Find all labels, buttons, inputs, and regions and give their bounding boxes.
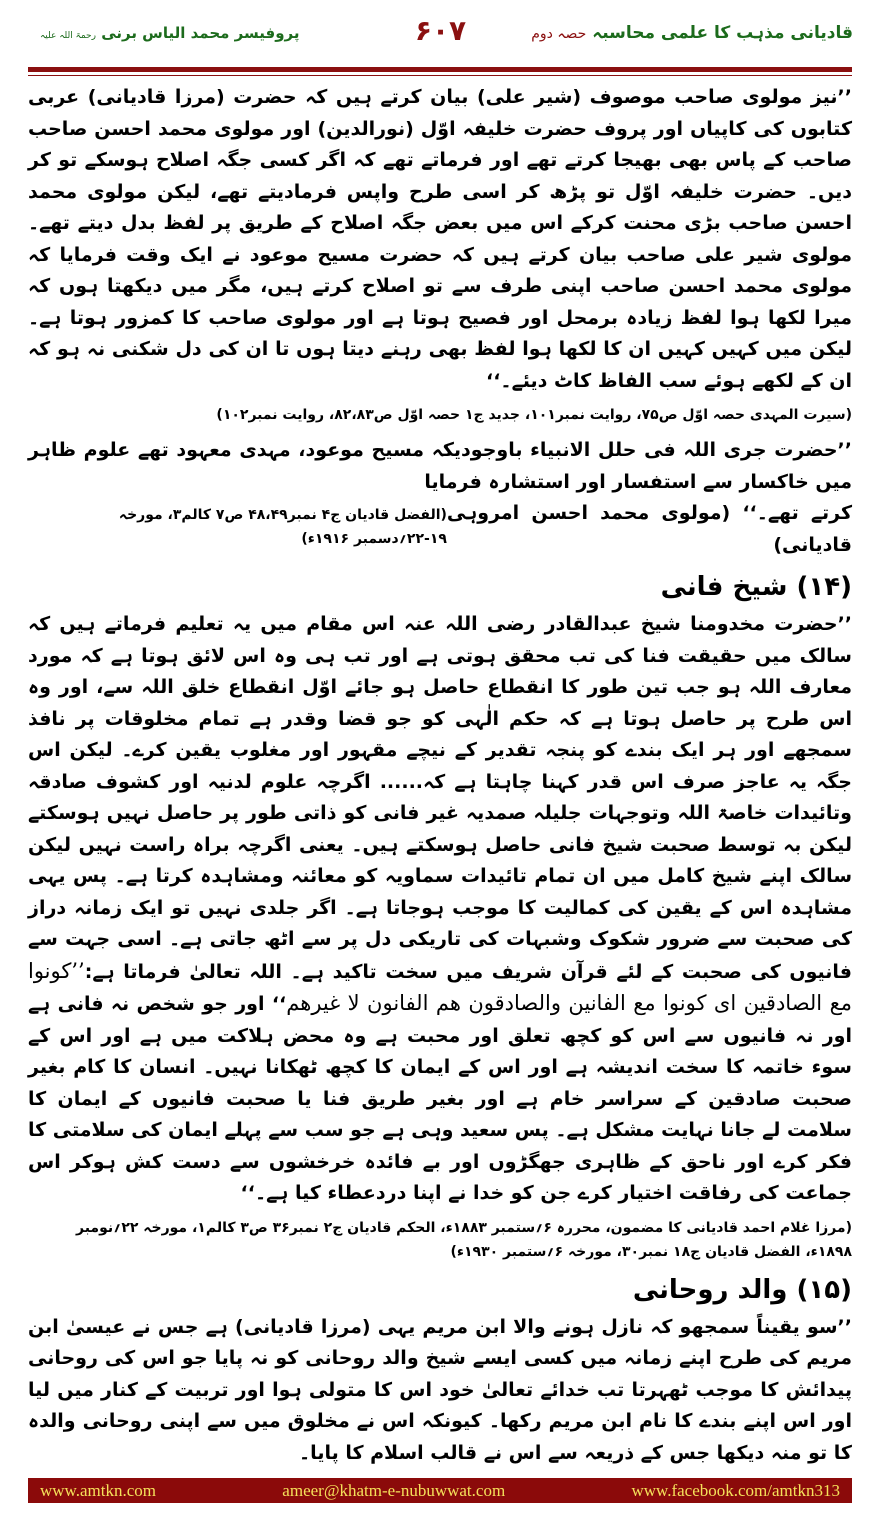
section-heading-14: (۱۴) شیخ فانی [660, 572, 852, 602]
author-name [40, 24, 300, 42]
header-rule-thin [28, 75, 852, 76]
author-name-text: پروفیسر محمد الیاس برنی [101, 24, 300, 42]
page-header [0, 0, 881, 80]
quote-3-part-a: ’’حضرت مخدومنا شیخ عبدالقادر رضی اللہ عنہ اس مقام میں یہ تعلیم فرماتے ہیں کہ سالک میں حقیقت فنا کی تب محقق ہوتی ہے اور تب ہی وہ اس لائق ہوتا ہے کہ مورد معارف اللہ ہو جب تین طور کا انقطاع حاصل ہو جائے اوّل انقطاع خلق اللہ سے، اور وہ اس طرح پر حاصل ہوتا ہے کہ حکم الٰہی کو جو قضا وقدر ہے تمام مخلوقات پر نافذ سمجھے اور ہر ایک بندے کو پنجہ تقدیر کے نیچے مقہور اور مغلوب یقین کرے۔ لیکن اس جگہ یہ عاجز صرف اس قدر کہنا چاہتا ہے کہ...... اگرچہ علوم لدنیہ اور کشوف صادقہ وتائیدات خاصۃ اللہ وتوجہات جلیلہ صمدیہ غیر فانی کو ذاتی طور پر حاصل نہیں ہوسکتے لیکن بہ توسط صحبت شیخ فانی حاصل ہوسکتے ہیں۔ یعنی اگرچہ براہ راست نہیں لیکن سالک اپنے شیخ کامل میں ان تمام تائیدات سماویہ کو معائنہ ومشاہدہ کرتا ہے۔ پس یہی مشاہدہ اس کے یقین کی کمالیت کا موجب ہوجاتا ہے۔ اگر جلدی نہیں تو ایک زمانہ دراز کی صحبت سے ضرور شکوک وشبہات کی تاریکی دل پر سے اٹھ جاتی ہے۔ اسی جہت سے فانیوں کی صحبت کے لئے قرآن شریف میں سخت تاکید ہے۔ اللہ تعالیٰ فرماتا ہے: [28, 613, 852, 983]
footer-website-link[interactable]: www.amtkn.com [40, 1480, 156, 1500]
reference-3: (مرزا غلام احمد قادیانی کا مضمون، محررہ ۶؍ستمبر ۱۸۸۳ء، الحکم قادیان ج۲ نمبر۳۶ ص۳ کالم۱، مورخہ ۲۲؍نومبر ۱۸۹۸ء، الفضل قادیان ج۱۸ نمبر۳۰، مورخہ ۶؍ستمبر ۱۹۳۰ء) [75, 1219, 852, 1260]
page-number: ۶۰۷ [414, 14, 467, 47]
book-part: حصہ دوم [531, 26, 587, 42]
footer-bar [28, 1478, 852, 1503]
footer-email-link[interactable]: ameer@khatm-e-nubuwwat.com [282, 1480, 506, 1500]
arabic-quotation: ’’کونوا مع الصادقین ای کونوا مع الفانین والصادقون هم الفانون لا غيرهم [28, 958, 852, 1015]
quote-paragraph-3 [28, 609, 852, 1210]
author-honorific: رحمۃ اللہ علیہ [40, 31, 96, 41]
quote-paragraph-4: ’’سو یقیناً سمجھو کہ نازل ہونے والا ابن مریم یہی (مرزا قادیانی) ہے جس نے عیسیٰ ابن مریم کی طرح اپنے زمانہ میں کسی ایسے شیخ والد روحانی کو نہ پایا جو اس کی روحانی پیدائش کا موجب ٹھہرتا تب خدائے تعالیٰ خود اس کا متولی ہوا اور تربیت کے کنار میں لیا اور اس اپنے بندے کا نام ابن مریم رکھا۔ کیونکہ اس نے مخلوق میں سے اپنی روحانی والدہ کا تو منہ دیکھا جس کے ذریعہ سے اس نے قالب اسلام کا پایا۔ [28, 1315, 852, 1464]
footer-facebook-link[interactable]: www.facebook.com/amtkn313 [631, 1480, 840, 1500]
reference-1: (سیرت المہدی حصہ اوّل ص۷۵، روایت نمبر۱۰۱، جدید ج۱ حصہ اوّل ص۸۲،۸۳، روایت نمبر۱۰۲) [216, 407, 852, 423]
page-body [28, 82, 852, 1469]
reference-2: (الفضل قادیان ج۴ نمبر۴۸،۴۹ ص۷ کالم۳، مورخہ ۱۹-۲۲؍دسمبر ۱۹۱۶ء) [118, 507, 447, 547]
quote-2-end-row [28, 498, 852, 561]
quote-paragraph-2: ’’حضرت جری اللہ فی حلل الانبیاء باوجودیکہ مسیح موعود، مہدی معہود تھے علوم ظاہر میں خاکسار سے استفسار اور استشارہ فرمایا [28, 439, 852, 493]
section-heading-15: (۱۵) والد روحانی [632, 1274, 852, 1305]
quote-3-part-b: ‘‘ اور جو شخص نہ فانی ہے اور نہ فانیوں سے اس کو کچھ تعلق اور محبت ہے وہ محض ہلاکت میں ہے اور اس کے سوء خاتمہ کا سخت اندیشہ ہے اور اس کے ایمان کا کچھ ٹھکانا نہیں۔ انسان کا کام بغیر صحبت صادقین کے سراسر خام ہے اور بغیر طریق فنا یا صحبت فانیوں کے ایمان کا سلامت لے جانا نہایت مشکل ہے۔ پس سعید وہی ہے جو سب سے پہلے ایمان کی سلامتی کا فکر کرے اور ناحق کے ظاہری جھگڑوں اور بے فائدہ خرخشوں سے دست کش ہوکر اس جماعت کی رفاقت اختیار کرے جن کو خدا نے اپنا دردعطاء کیا ہے۔‘‘ [28, 993, 852, 1204]
quote-paragraph-2-end: کرتے تھے۔‘‘ (مولوی محمد احسن امروہی قادیانی) [446, 502, 852, 556]
book-title-text: قادیانی مذہب کا علمی محاسبہ [592, 23, 853, 43]
quote-paragraph-1: ’’نیز مولوی صاحب موصوف (شیر علی) بیان کرتے ہیں کہ حضرت (مرزا قادیانی) عربی کتابوں کی کاپیاں اور پروف حضرت خلیفہ اوّل (نورالدین) اور مولوی محمد احسن صاحب صاحب کے پاس بھی بھیجا کرتے تھے اور فرماتے تھے کہ اگر کسی جگہ اصلاح ہوسکے تو کر دیں۔ حضرت خلیفہ اوّل تو پڑھ کر اسی طرح واپس فرمادیتے تھے، لیکن مولوی محمد احسن صاحب بڑی محنت کرکے اس میں بعض جگہ اصلاح کے طریق پر لفظ بدل دیتے تھے۔ مولوی شیر علی صاحب بیان کرتے ہیں کہ حضرت مسیح موعود نے ایک وقت فرمایا کہ مولوی محمد احسن صاحب اپنی طرف سے تو اصلاح کرتے ہیں، مگر میں دیکھتا ہوں کہ میرا لکھا ہوا لفظ زیادہ برمحل اور فصیح ہوتا ہے اور مولوی صاحب کا کمزور ہوتا ہے۔ لیکن میں کہیں کہیں ان کا لکھا ہوا لفظ بھی رہنے دیتا ہوں تا ان کی دل شکنی نہ ہو کہ ان کے لکھے ہوئے سب الفاظ کاٹ دیئے۔‘‘ [28, 86, 852, 392]
header-rule-thick [28, 67, 852, 72]
